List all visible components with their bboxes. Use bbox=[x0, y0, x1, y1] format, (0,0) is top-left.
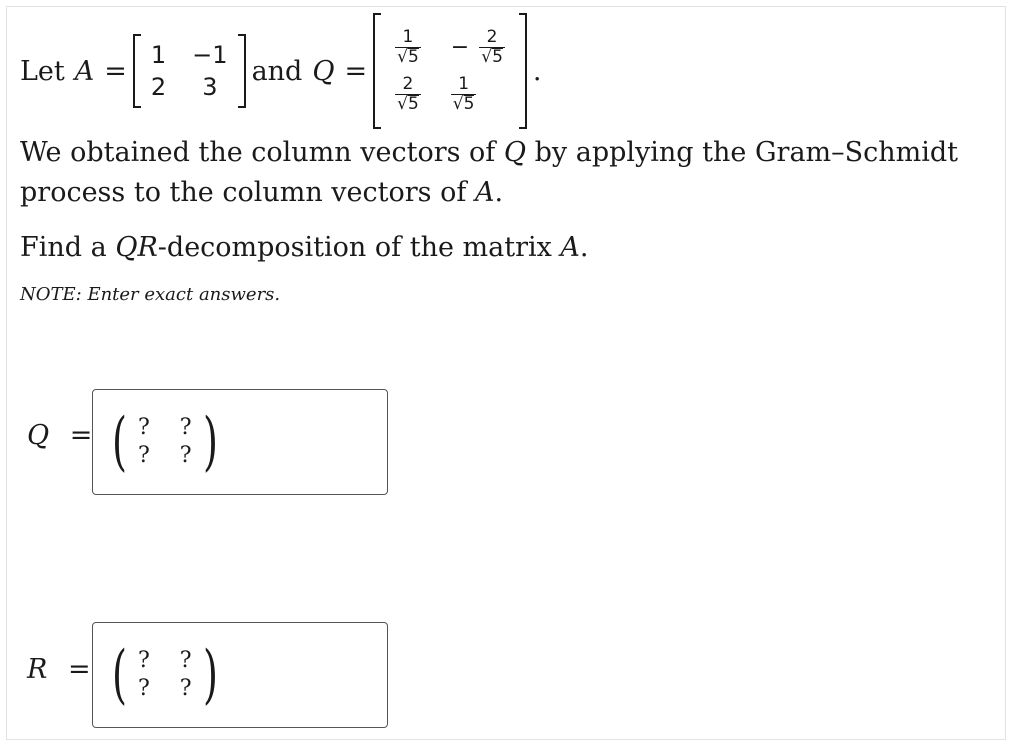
fraction-numerator: 1 bbox=[458, 74, 470, 94]
let-word: Let bbox=[20, 55, 65, 87]
placeholder-cell: ? bbox=[179, 676, 192, 701]
minus-sign: − bbox=[450, 34, 470, 60]
placeholder-cell: ? bbox=[137, 443, 150, 468]
and-word: and bbox=[251, 55, 303, 87]
answer-r-matrix bbox=[107, 638, 223, 712]
fraction-radicand: 5 bbox=[492, 47, 503, 67]
matrix-q-entry bbox=[451, 28, 505, 67]
equals-sign: = bbox=[104, 55, 127, 87]
placeholder-cell: ? bbox=[137, 648, 150, 673]
statement-line-2 bbox=[20, 173, 958, 213]
matrix-q-entry bbox=[395, 75, 421, 114]
answer-q-input[interactable] bbox=[92, 389, 388, 495]
sqrt-icon: √ bbox=[481, 47, 493, 67]
math-variable: Q bbox=[503, 137, 527, 168]
right-bracket bbox=[238, 34, 246, 108]
answer-q-grid bbox=[132, 414, 198, 470]
right-paren: ) bbox=[202, 638, 218, 712]
text-segment: process to the column vectors of bbox=[20, 177, 475, 208]
math-variable: A bbox=[474, 177, 495, 208]
math-variable: A bbox=[560, 232, 580, 263]
text-segment: . bbox=[579, 232, 589, 263]
statement-line-1 bbox=[20, 133, 958, 173]
text-segment: -decomposition of the matrix bbox=[157, 232, 561, 263]
matrix-q-symbol: Q bbox=[312, 55, 335, 87]
task-prompt bbox=[20, 228, 589, 268]
statement-paragraph bbox=[20, 133, 958, 213]
left-bracket bbox=[373, 13, 381, 129]
matrix-a bbox=[133, 34, 246, 108]
answer-q-label bbox=[27, 420, 92, 451]
equals-sign: = bbox=[344, 55, 368, 87]
matrix-q bbox=[373, 13, 527, 129]
fraction-numerator: 2 bbox=[486, 27, 498, 47]
answer-r-label bbox=[27, 654, 91, 685]
left-bracket bbox=[133, 34, 141, 108]
problem-statement bbox=[20, 12, 541, 130]
answer-r-input[interactable] bbox=[92, 622, 388, 728]
text-segment: Find a bbox=[20, 232, 116, 263]
math-variable: Q bbox=[27, 420, 50, 451]
right-paren: ) bbox=[202, 405, 218, 479]
matrix-a-grid bbox=[141, 34, 238, 108]
fraction-numerator: 1 bbox=[402, 27, 414, 47]
sqrt-icon: √ bbox=[397, 47, 408, 67]
placeholder-cell: ? bbox=[179, 415, 192, 440]
math-variable: R bbox=[27, 654, 48, 685]
placeholder-cell: ? bbox=[179, 648, 192, 673]
equals-sign: = bbox=[69, 420, 93, 451]
fraction-radicand: 5 bbox=[407, 94, 419, 114]
text-segment: We obtained the column vectors of bbox=[20, 137, 504, 168]
answer-q-matrix bbox=[107, 405, 223, 479]
sqrt-icon: √ bbox=[452, 94, 464, 114]
period: . bbox=[532, 55, 542, 87]
right-bracket bbox=[519, 13, 527, 129]
note-text: NOTE: Enter exact answers. bbox=[20, 284, 281, 305]
placeholder-cell: ? bbox=[137, 676, 150, 701]
matrix-a-entry: 2 bbox=[150, 73, 167, 101]
left-paren: ( bbox=[111, 638, 127, 712]
math-variable: QR bbox=[115, 232, 158, 263]
placeholder-cell: ? bbox=[179, 443, 192, 468]
left-paren: ( bbox=[111, 405, 127, 479]
matrix-a-entry: −1 bbox=[192, 41, 228, 69]
answer-r-grid bbox=[132, 647, 198, 703]
matrix-a-entry: 3 bbox=[202, 73, 218, 101]
fraction-numerator: 2 bbox=[402, 74, 414, 94]
matrix-a-entry: 1 bbox=[150, 41, 167, 69]
text-segment: . bbox=[494, 177, 504, 208]
fraction-radicand: 5 bbox=[407, 47, 419, 67]
fraction-radicand: 5 bbox=[463, 94, 475, 114]
matrix-q-entry bbox=[395, 28, 421, 67]
placeholder-cell: ? bbox=[137, 415, 150, 440]
sqrt-icon: √ bbox=[397, 94, 408, 114]
matrix-q-entry bbox=[451, 75, 505, 114]
text-segment: by applying the Gram–Schmidt bbox=[526, 137, 959, 168]
matrix-q-grid bbox=[381, 13, 519, 129]
equals-sign: = bbox=[67, 654, 91, 685]
matrix-a-symbol: A bbox=[74, 55, 95, 87]
